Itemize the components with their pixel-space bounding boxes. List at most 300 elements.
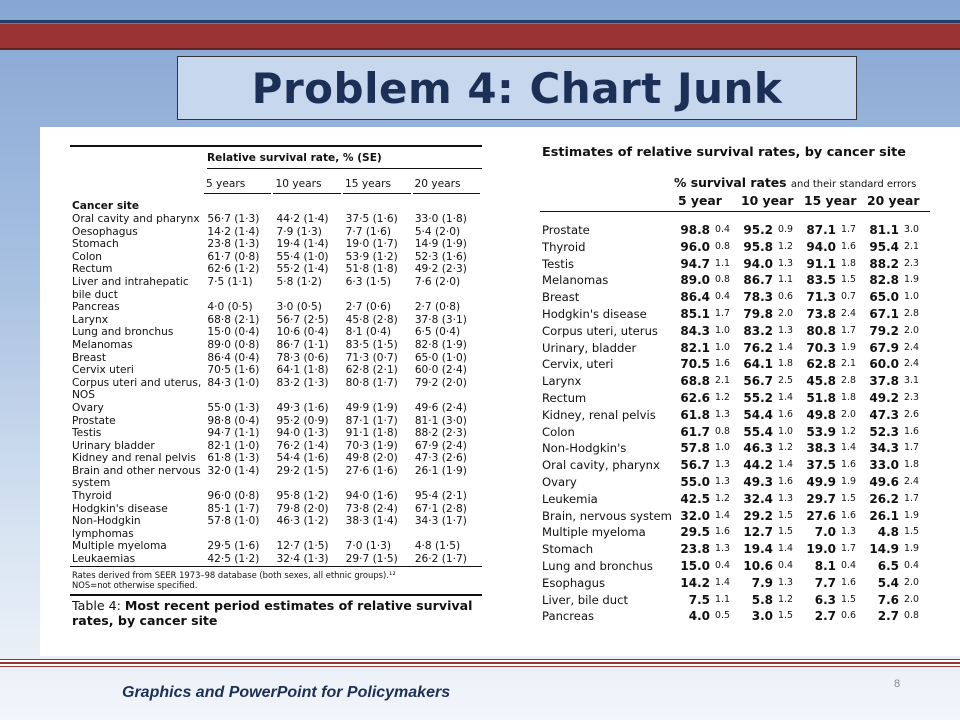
right-table-title: Estimates of relative survival rates, by cancer site: [542, 145, 906, 160]
standard-error: 1.7: [715, 307, 730, 319]
rate-cell: [678, 608, 741, 625]
table-row: [70, 440, 482, 453]
rate-cell: [804, 424, 867, 441]
standard-error: 0.4: [841, 559, 856, 571]
table-row: [70, 553, 482, 566]
rate-cell: 2·7 (0·6): [345, 301, 391, 314]
site-name: Corpus uteri and uterus,: [72, 376, 202, 389]
rate-cell: [678, 407, 741, 424]
rate-value: 54.4: [743, 407, 773, 422]
site-name: Urinary bladder: [72, 439, 155, 452]
table-row: [540, 558, 930, 575]
standard-error: 1.6: [778, 408, 793, 420]
left-site-header: Cancer site: [72, 200, 140, 212]
rate-cell: [741, 222, 804, 239]
rate-value: 55.0: [680, 474, 710, 489]
site-name: Rectum: [542, 390, 587, 405]
footnote-source: Rates derived from SEER 1973–98 database (both sexes, all ethnic groups).¹²: [72, 569, 396, 580]
rate-cell: [867, 390, 930, 407]
rate-value: 45.8: [806, 374, 836, 389]
rate-value: 78.3: [743, 290, 773, 305]
table-row: [540, 340, 930, 357]
table-row: [540, 222, 930, 239]
rate-value: 26.1: [869, 508, 899, 523]
table-row: [540, 608, 930, 625]
standard-error: 1.3: [778, 257, 793, 269]
rate-cell: [867, 558, 930, 575]
standard-error: 1.3: [778, 576, 793, 588]
rate-value: 76.2: [743, 340, 773, 355]
standard-error: 2.3: [904, 257, 919, 269]
rate-cell: [867, 440, 930, 457]
rate-cell: 5·4 (2·0): [414, 225, 461, 238]
rate-value: 68.8: [680, 374, 710, 389]
standard-error: 2.3: [904, 391, 919, 403]
rate-cell: [741, 541, 804, 558]
left-table-header-title: Relative survival rate, % (SE): [207, 152, 482, 169]
standard-error: 1.2: [715, 492, 730, 504]
rate-cell: [804, 491, 867, 508]
rate-cell: [867, 424, 930, 441]
rate-cell: [678, 424, 741, 441]
table-row: [540, 306, 930, 323]
rate-cell: 19·4 (1·4): [276, 238, 329, 251]
standard-error: 1.3: [715, 543, 730, 555]
rate-cell: [867, 356, 930, 373]
rate-cell: 91·1 (1·8): [345, 427, 398, 440]
left-table-caption-rule: [70, 594, 482, 596]
standard-error: 0.7: [841, 291, 856, 303]
site-name: Oral cavity, pharynx: [542, 458, 660, 473]
rate-value: 5.8: [751, 592, 773, 607]
rate-value: 57.8: [680, 441, 710, 456]
table-row: [540, 289, 930, 306]
table-row: [70, 503, 482, 516]
table-row: [70, 515, 482, 540]
rate-cell: 2·7 (0·8): [414, 301, 461, 314]
rate-cell: [867, 239, 930, 256]
rate-value: 67.9: [869, 340, 899, 355]
rate-cell: 87·1 (1·7): [345, 414, 398, 427]
site-name: Colon: [72, 250, 103, 263]
rate-cell: 4·0 (0·5): [207, 301, 253, 314]
standard-error: 2.4: [904, 475, 919, 487]
rate-cell: 53·9 (1·2): [345, 250, 398, 263]
rate-value: 56.7: [743, 374, 773, 389]
rate-cell: 67·1 (2·8): [414, 502, 467, 515]
rate-value: 64.1: [743, 357, 773, 372]
rate-cell: 55·2 (1·4): [276, 263, 329, 276]
rate-cell: [678, 356, 741, 373]
rate-cell: [804, 289, 867, 306]
standard-error: 1.4: [778, 341, 793, 353]
rate-cell: [741, 592, 804, 609]
table-row: [540, 272, 930, 289]
standard-error: 1.0: [715, 442, 730, 454]
standard-error: 1.3: [841, 526, 856, 538]
rate-value: 80.8: [806, 323, 836, 338]
rate-value: 5.4: [877, 575, 899, 590]
rate-cell: [867, 373, 930, 390]
rate-cell: [678, 491, 741, 508]
rate-cell: 70·3 (1·9): [345, 439, 398, 452]
rate-cell: 54·4 (1·6): [276, 452, 329, 465]
standard-error: 2.1: [715, 375, 730, 387]
rate-cell: [867, 323, 930, 340]
rate-cell: [678, 592, 741, 609]
standard-error: 1.8: [778, 358, 793, 370]
rate-cell: 65·0 (1·0): [414, 351, 467, 364]
rate-value: 7.0: [814, 525, 836, 540]
standard-error: 0.4: [715, 291, 730, 303]
site-name: Kidney, renal pelvis: [542, 407, 656, 422]
table-row: [70, 326, 482, 339]
site-name: Melanomas: [72, 338, 133, 351]
rate-cell: [741, 575, 804, 592]
rate-value: 49.2: [869, 390, 899, 405]
rate-cell: 68·8 (2·1): [207, 313, 260, 326]
rate-cell: [741, 608, 804, 625]
site-name: Multiple myeloma: [542, 525, 646, 540]
rate-cell: [867, 474, 930, 491]
rate-cell: [867, 524, 930, 541]
standard-error: 1.6: [904, 425, 919, 437]
site-name: Kidney and renal pelvis: [72, 452, 196, 465]
rate-value: 6.5: [877, 558, 899, 573]
site-name: Testis: [72, 427, 102, 440]
standard-error: 1.6: [841, 240, 856, 252]
rate-value: 81.1: [869, 223, 899, 237]
rate-cell: 52·3 (1·6): [414, 250, 467, 263]
rate-cell: 94·7 (1·1): [207, 427, 260, 440]
rate-cell: 76·2 (1·4): [276, 439, 329, 452]
rate-cell: [741, 256, 804, 273]
site-name: Pancreas: [72, 301, 120, 314]
table-row: [70, 389, 482, 402]
rate-cell: [804, 457, 867, 474]
rate-cell: [275, 289, 344, 302]
rate-value: 3.0: [751, 609, 773, 624]
caption-prefix: Table 4:: [72, 597, 121, 613]
rate-value: 7.5: [688, 592, 710, 607]
rate-value: 34.3: [869, 441, 899, 456]
rate-cell: 7·7 (1·6): [345, 225, 391, 238]
standard-error: 0.4: [715, 224, 730, 235]
rate-cell: 23·8 (1·3): [207, 238, 260, 251]
rate-value: 42.5: [680, 491, 710, 506]
rate-cell: 60·0 (2·4): [414, 364, 467, 377]
rate-cell: [804, 608, 867, 625]
site-name: Prostate: [542, 223, 590, 237]
rate-cell: [804, 440, 867, 457]
standard-error: 1.7: [841, 543, 856, 555]
site-name: Hodgkin's disease: [542, 306, 647, 321]
rate-value: 29.2: [743, 508, 773, 523]
site-name: Larynx: [72, 313, 109, 326]
standard-error: 1.1: [715, 257, 730, 269]
rate-cell: [678, 222, 741, 239]
rate-cell: [678, 340, 741, 357]
rate-cell: 84·3 (1·0): [207, 376, 260, 389]
rate-cell: 82·1 (1·0): [207, 439, 260, 452]
top-red-stripe: [0, 23, 960, 49]
top-band: [0, 20, 960, 50]
site-name: Leukaemias: [72, 553, 136, 566]
rate-cell: [804, 524, 867, 541]
rate-cell: [413, 289, 482, 302]
rate-cell: 6·3 (1·5): [345, 275, 391, 288]
rate-cell: 80·8 (1·7): [345, 376, 398, 389]
standard-error: 2.0: [904, 576, 919, 588]
table-row: [70, 427, 482, 440]
rate-cell: 94·0 (1·6): [345, 490, 398, 503]
rate-cell: [275, 389, 344, 402]
rate-cell: 57·8 (1·0): [207, 515, 260, 528]
rate-cell: [804, 239, 867, 256]
rate-cell: [678, 440, 741, 457]
rate-cell: [678, 306, 741, 323]
rate-cell: 67·9 (2·4): [414, 439, 467, 452]
rate-value: 67.1: [869, 306, 899, 321]
table-row: [70, 213, 482, 226]
standard-error: 0.8: [904, 610, 919, 622]
standard-error: 0.8: [715, 240, 730, 252]
standard-error: 3.0: [904, 224, 919, 235]
standard-error: 1.9: [841, 341, 856, 353]
rate-cell: [867, 289, 930, 306]
rate-cell: [804, 592, 867, 609]
rate-value: 7.9: [751, 575, 773, 590]
site-name: system: [72, 477, 111, 490]
caption-text: Most recent period estimates of relative survival rates, by cancer site: [72, 597, 473, 628]
rate-cell: [678, 575, 741, 592]
rate-cell: [678, 541, 741, 558]
rate-cell: [205, 289, 274, 302]
table-row: [540, 323, 930, 340]
rate-value: 44.2: [743, 458, 773, 473]
rate-cell: [804, 222, 867, 239]
rate-cell: [205, 389, 274, 402]
rate-cell: 8·1 (0·4): [345, 326, 391, 339]
rate-cell: 89·0 (0·8): [207, 338, 260, 351]
site-name: Oral cavity and pharynx: [72, 213, 200, 225]
site-name: Breast: [72, 351, 107, 364]
rate-value: 51.8: [806, 390, 836, 405]
right-col-10y: 10 year: [741, 193, 794, 208]
standard-error: 1.4: [778, 391, 793, 403]
left-table-body: [70, 213, 482, 566]
rate-cell: 81·1 (3·0): [414, 414, 467, 427]
standard-error: 2.8: [904, 307, 919, 319]
table-row: [70, 477, 482, 490]
rate-cell: [741, 524, 804, 541]
rate-cell: [867, 306, 930, 323]
left-col-10y: 10 years: [273, 178, 341, 194]
standard-error: 1.0: [715, 324, 730, 336]
rate-cell: [804, 256, 867, 273]
table-row: [540, 474, 930, 491]
rate-value: 84.3: [680, 323, 710, 338]
rate-value: 56.7: [680, 458, 710, 473]
rate-value: 4.0: [688, 609, 710, 624]
standard-error: 1.2: [778, 240, 793, 252]
rate-value: 60.0: [869, 357, 899, 372]
rate-value: 62.6: [680, 390, 710, 405]
site-name: Stomach: [542, 542, 594, 557]
standard-error: 0.8: [715, 425, 730, 437]
rate-cell: 26·1 (1·9): [414, 464, 467, 477]
rate-cell: 55·4 (1·0): [276, 250, 329, 263]
rate-value: 29.7: [806, 491, 836, 506]
rate-value: 79.2: [869, 323, 899, 338]
site-name: Liver and intrahepatic: [72, 275, 189, 288]
table-row: [540, 457, 930, 474]
site-name: Non-Hodgkin lymphomas: [72, 515, 141, 540]
rate-cell: 38·3 (1·4): [345, 515, 398, 528]
site-name: Pancreas: [542, 609, 595, 624]
rate-cell: [678, 323, 741, 340]
table-row: [540, 373, 930, 390]
rate-cell: 62·8 (2·1): [345, 364, 398, 377]
table-row: [70, 226, 482, 239]
standard-error: 1.4: [841, 442, 856, 454]
rate-cell: 7·6 (2·0): [414, 275, 461, 288]
standard-error: 1.6: [778, 475, 793, 487]
rate-cell: [741, 289, 804, 306]
standard-error: 1.9: [904, 509, 919, 521]
site-name: Esophagus: [542, 575, 606, 590]
standard-error: 1.4: [778, 459, 793, 471]
rate-cell: [741, 272, 804, 289]
rate-cell: 78·3 (0·6): [276, 351, 329, 364]
rate-cell: [741, 508, 804, 525]
right-col-20y: 20 year: [867, 193, 920, 208]
right-col-5y: 5 year: [678, 193, 722, 208]
rate-value: 14.9: [869, 542, 899, 557]
rate-cell: [867, 491, 930, 508]
right-table-years: [540, 193, 930, 212]
standard-error: 1.7: [904, 492, 919, 504]
standard-error: 1.4: [778, 543, 793, 555]
rate-cell: 19·0 (1·7): [345, 238, 398, 251]
standard-error: 0.5: [715, 610, 730, 622]
rate-cell: [741, 356, 804, 373]
rate-cell: [867, 508, 930, 525]
rate-value: 88.2: [869, 256, 899, 271]
standard-error: 1.9: [841, 475, 856, 487]
subheading-main: % survival rates: [674, 175, 787, 190]
standard-error: 2.0: [904, 324, 919, 336]
rate-cell: 61·7 (0·8): [207, 250, 260, 263]
standard-error: 1.4: [715, 576, 730, 588]
rate-cell: 12·7 (1·5): [276, 540, 329, 553]
standard-error: 1.8: [841, 391, 856, 403]
rate-cell: [804, 474, 867, 491]
right-col-15y: 15 year: [804, 193, 857, 208]
rate-value: 19.4: [743, 542, 773, 557]
rate-cell: [344, 289, 413, 302]
site-name: Non-Hodgkin's: [542, 441, 627, 456]
standard-error: 1.6: [841, 509, 856, 521]
rate-value: 70.3: [806, 340, 836, 355]
rate-value: 33.0: [869, 458, 899, 473]
standard-error: 2.0: [904, 593, 919, 605]
rate-cell: 95·4 (2·1): [414, 490, 467, 503]
rate-value: 23.8: [680, 542, 710, 557]
left-table-header: [70, 147, 482, 175]
footer-text: Graphics and PowerPoint for Policymakers: [122, 684, 451, 701]
rate-cell: 34·3 (1·7): [414, 515, 467, 528]
site-name: Oesophagus: [72, 225, 138, 238]
site-name: Colon: [542, 424, 575, 439]
rate-cell: 79·8 (2·0): [276, 502, 329, 515]
standard-error: 1.0: [715, 341, 730, 353]
site-name: Thyroid: [542, 239, 586, 254]
table-row: [540, 239, 930, 256]
rate-value: 6.3: [814, 592, 836, 607]
rate-cell: [413, 477, 482, 490]
rate-cell: [804, 558, 867, 575]
rate-cell: [867, 340, 930, 357]
rate-value: 55.2: [743, 390, 773, 405]
rate-cell: [741, 306, 804, 323]
rate-cell: 56·7 (1·3): [207, 213, 260, 225]
rate-cell: 49·3 (1·6): [276, 401, 329, 414]
subheading-small: and their standard errors: [790, 179, 917, 190]
rate-value: 10.6: [743, 558, 773, 573]
rate-value: 29.5: [680, 525, 710, 540]
site-name: bile duct: [72, 288, 118, 301]
rate-value: 61.8: [680, 407, 710, 422]
standard-error: 1.9: [904, 543, 919, 555]
standard-error: 1.5: [778, 610, 793, 622]
table-row: [540, 440, 930, 457]
rate-cell: [804, 390, 867, 407]
rate-cell: [741, 373, 804, 390]
rate-cell: 79·2 (2·0): [414, 376, 467, 389]
standard-error: 0.8: [715, 274, 730, 286]
rate-cell: 32·4 (1·3): [276, 553, 329, 566]
right-table-body: [540, 222, 930, 625]
table-row: [540, 256, 930, 273]
rate-value: 70.5: [680, 357, 710, 372]
rate-value: 49.9: [806, 474, 836, 489]
rate-cell: 4·8 (1·5): [414, 540, 461, 553]
standard-error: 1.7: [841, 324, 856, 336]
rate-cell: 15·0 (0·4): [207, 326, 260, 339]
rate-value: 37.8: [869, 374, 899, 389]
rate-cell: [741, 440, 804, 457]
standard-error: 0.6: [778, 291, 793, 303]
rate-value: 73.8: [806, 306, 836, 321]
rate-cell: [741, 558, 804, 575]
title-box: [177, 56, 857, 120]
rate-cell: 94·0 (1·3): [276, 427, 329, 440]
table-row: [70, 352, 482, 365]
rate-value: 91.1: [806, 256, 836, 271]
rate-value: 86.7: [743, 273, 773, 288]
rate-value: 49.8: [806, 407, 836, 422]
standard-error: 0.4: [904, 559, 919, 571]
rate-value: 26.2: [869, 491, 899, 506]
standard-error: 2.4: [904, 341, 919, 353]
rate-value: 53.9: [806, 424, 836, 439]
rate-value: 8.1: [814, 558, 836, 573]
rate-cell: 47·3 (2·6): [414, 452, 467, 465]
rate-value: 82.8: [869, 273, 899, 288]
standard-error: 1.7: [841, 224, 856, 235]
rate-cell: [804, 323, 867, 340]
